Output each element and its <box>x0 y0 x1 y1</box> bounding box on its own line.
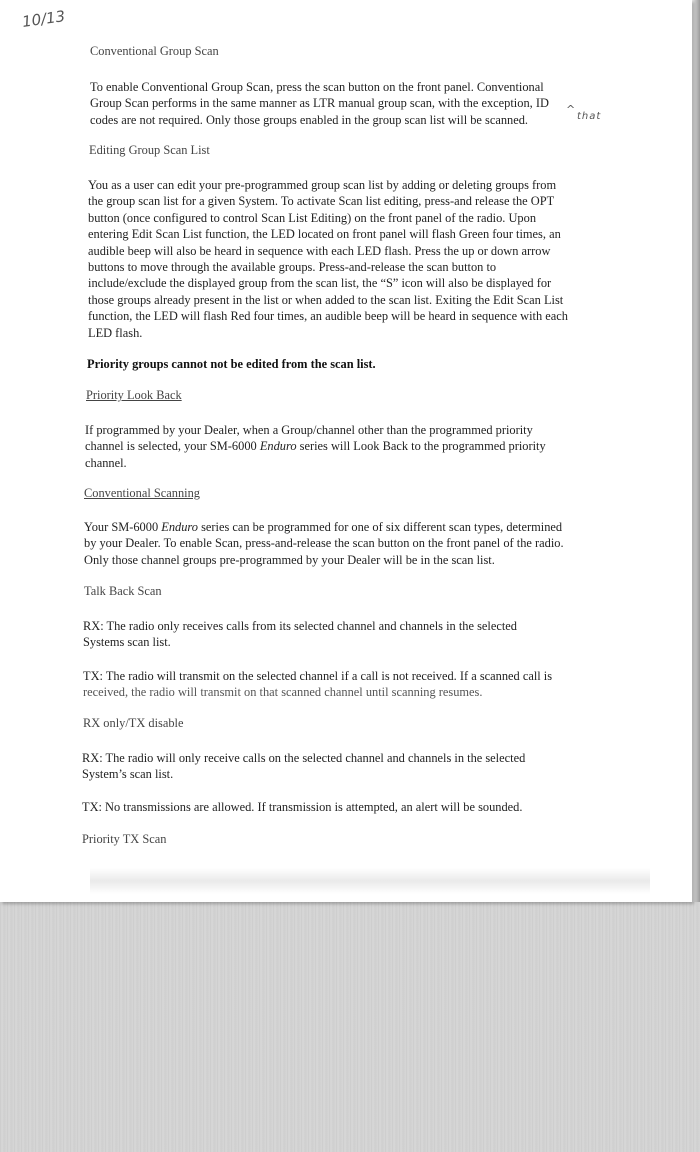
heading-conventional-group-scan: Conventional Group Scan <box>90 44 219 58</box>
paragraph-priority-look-back: If programmed by your Dealer, when a Group/channel other than the programmed priority channel is selected, your SM-6000 Enduro series will Look Back to the programmed priority channel. <box>85 423 546 470</box>
paragraph-conventional-scanning: Your SM-6000 Enduro series can be programmed for one of six different scan types, determined by your Dealer. To enable Scan, press-and-release the scan button on the front panel of the radio. Only those channel groups pre-programmed by your Dealer will be in the scan list. <box>84 520 564 567</box>
priority-groups-warning: Priority groups cannot not be edited from the scan list. <box>87 357 376 371</box>
page-edge <box>692 0 700 902</box>
paragraph-rx-only-tx: TX: No transmissions are allowed. If transmission is attempted, an alert will be sounded. <box>82 800 523 814</box>
handwritten-insertion-caret: ^ <box>566 103 576 116</box>
heading-talk-back-scan: Talk Back Scan <box>84 584 162 598</box>
heading-rx-only-tx-disable: RX only/TX disable <box>83 716 184 730</box>
paragraph-editing-group-scan-list: You as a user can edit your pre-programmed group scan list by adding or deleting groups from the group scan list for a given System. To activate Scan list editing, press-and release the OPT button (once configured to control Scan List Editing) on the front panel of the radio. Upon entering Edit Scan List function, the LED located on front panel will flash Green four times, an audible beep will also be heard in sequence with each LED flash. Press the up or down arrow buttons to move through the available groups. Press-and-release the scan button to include/exclude the displayed group from the scan list, the “S” icon will also be displayed for those groups already present in the list or when added to the scan list. Exiting the Edit Scan List function, the LED will flash Red four times, an audible beep will be heard in sequence with each LED flash. <box>88 178 568 340</box>
scan-shadow <box>90 868 650 894</box>
heading-priority-look-back: Priority Look Back <box>86 388 182 402</box>
handwritten-page-number: 10/13 <box>20 7 67 31</box>
paragraph-talk-back-tx: TX: The radio will transmit on the selected channel if a call is not received. If a scanned call is received, the radio will transmit on that scanned channel until scanning resumes. <box>83 669 553 700</box>
heading-priority-tx-scan: Priority TX Scan <box>82 832 167 846</box>
heading-editing-group-scan-list: Editing Group Scan List <box>89 143 210 157</box>
paragraph-conventional-group-scan: To enable Conventional Group Scan, press the scan button on the front panel. Conventional Group Scan performs in the same manner as LTR manual group scan, with the exception, ID codes are not required. Only those groups enabled in the group scan list will be scanned. <box>90 80 549 127</box>
paragraph-rx-only-rx: RX: The radio will only receive calls on the selected channel and channels in the selected System’s scan list. <box>82 751 526 782</box>
scanner-bed <box>0 902 700 1152</box>
heading-conventional-scanning: Conventional Scanning <box>84 486 200 500</box>
paragraph-talk-back-rx: RX: The radio only receives calls from its selected channel and channels in the selected Systems scan list. <box>83 619 517 650</box>
handwritten-insertion-note: that <box>577 111 602 122</box>
